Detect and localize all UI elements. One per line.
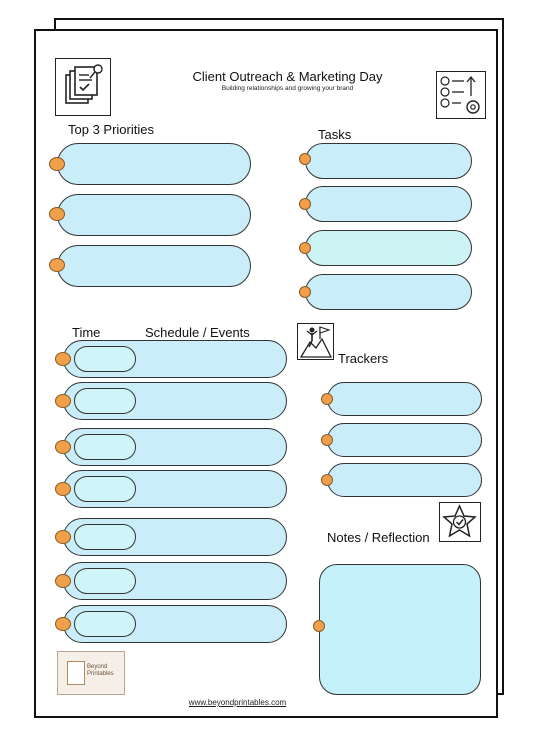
task-bullet	[299, 153, 311, 165]
task-bullet	[299, 242, 311, 254]
schedule-bullet	[55, 530, 71, 544]
schedule-row[interactable]	[63, 470, 287, 508]
priority-bullet	[49, 157, 65, 171]
page-subtitle: Building relationships and growing your brand	[221, 85, 354, 92]
task-field[interactable]	[305, 274, 472, 310]
schedule-row[interactable]	[63, 562, 287, 600]
schedule-bullet	[55, 352, 71, 366]
schedule-row[interactable]	[63, 605, 287, 643]
notes-heading: Notes / Reflection	[327, 530, 430, 545]
task-field[interactable]	[305, 143, 472, 179]
task-field[interactable]	[305, 230, 472, 266]
time-field[interactable]	[74, 568, 136, 594]
website-link[interactable]: www.beyondprintables.com	[188, 698, 287, 707]
priority-field[interactable]	[57, 143, 251, 185]
page-title: Client Outreach & Marketing Day	[192, 69, 383, 84]
priorities-heading: Top 3 Priorities	[68, 122, 154, 137]
priority-bullet	[49, 258, 65, 272]
tracker-field[interactable]	[327, 463, 482, 497]
tasks-heading: Tasks	[318, 127, 352, 142]
schedule-bullet	[55, 617, 71, 631]
documents-checklist-icon	[55, 58, 111, 116]
tracker-field[interactable]	[327, 423, 482, 457]
schedule-heading: Schedule / Events	[145, 325, 250, 340]
schedule-bullet	[55, 574, 71, 588]
priority-field[interactable]	[57, 194, 251, 236]
time-field[interactable]	[74, 524, 136, 550]
time-field[interactable]	[74, 388, 136, 414]
task-bullet	[299, 198, 311, 210]
logo-mark	[67, 661, 85, 685]
schedule-row[interactable]	[63, 428, 287, 466]
tracker-bullet	[321, 393, 333, 405]
logo-text	[87, 664, 114, 678]
task-field[interactable]	[305, 186, 472, 222]
priority-bullet	[49, 207, 65, 221]
notes-bullet	[313, 620, 325, 632]
tracker-bullet	[321, 434, 333, 446]
priority-field[interactable]	[57, 245, 251, 287]
notes-area[interactable]	[319, 564, 481, 695]
logo-text-line1: Beyond	[87, 664, 108, 670]
schedule-bullet	[55, 394, 71, 408]
time-field[interactable]	[74, 434, 136, 460]
time-field[interactable]	[74, 346, 136, 372]
time-field[interactable]	[74, 476, 136, 502]
climber-flag-icon	[297, 323, 334, 360]
time-field[interactable]	[74, 611, 136, 637]
time-heading: Time	[72, 325, 101, 340]
star-check-icon	[439, 502, 481, 542]
tracker-bullet	[321, 474, 333, 486]
trackers-heading: Trackers	[338, 351, 389, 366]
logo-text-line2: Printables	[87, 671, 114, 677]
schedule-row[interactable]	[63, 382, 287, 420]
schedule-row[interactable]	[63, 518, 287, 556]
schedule-bullet	[55, 440, 71, 454]
numbered-list-gear-icon	[436, 71, 486, 119]
brand-logo	[57, 651, 125, 695]
tracker-field[interactable]	[327, 382, 482, 416]
schedule-row[interactable]	[63, 340, 287, 378]
task-bullet	[299, 286, 311, 298]
schedule-bullet	[55, 482, 71, 496]
